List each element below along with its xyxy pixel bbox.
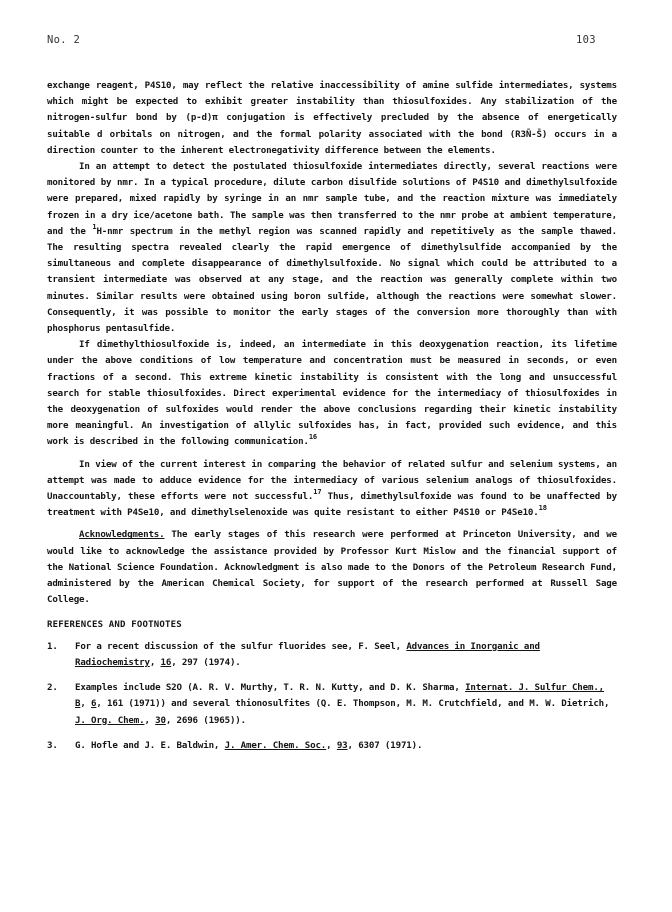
- superscript-1: 1: [92, 222, 97, 231]
- reference-item: [47, 680, 617, 729]
- paragraph-kinetic-text: If dimethylthiosulfoxide is, indeed, an intermediate in this deoxygenation reaction, its lifetime under the above conditions of low temperature and concentration must be measured in seconds, or even fractions of a second. This extreme kinetic instability is consistent with the long and unsuccessful search for stable thiosulfoxides. Direct experimental evidence for the intermediacy of thiosulfoxides in the deoxygenation of sulfoxides would render the above conclusions regarding their kinetic instability more meaningful. An investigation of allylic sulfoxides has, in fact, provided such evidence, and this work is described in the following communication.: [47, 340, 617, 448]
- footnote-ref-16: 16: [308, 433, 317, 442]
- paragraph-kinetic-instability: [47, 337, 617, 450]
- reference-item: [47, 738, 617, 754]
- reference-sep: ,: [149, 657, 161, 668]
- reference-authors: For a recent discussion of the sulfur fluorides see, F. Seel,: [75, 641, 407, 652]
- references-heading: REFERENCES AND FOOTNOTES: [47, 619, 182, 630]
- paragraph-nmr-experiment: [47, 159, 617, 337]
- reference-sep: ,: [326, 740, 337, 751]
- acknowledgments: [47, 527, 617, 608]
- acknowledgments-label: Acknowledgments.: [79, 530, 165, 541]
- paragraph-nmr-text-a: In an attempt to detect the postulated thiosulfoxide intermediates directly, several reactions were monitored by nmr. In a typical procedure, dilute carbon disulfide solutions of P4S10 and dimethylsulfoxide were prepared, mixed rapidly by syringe in an nmr sample tube, and the reaction mixture was immediately frozen in a dry ice/acetone bath. The sample was then transferred to the nmr probe at ambient temperature, and the: [47, 162, 617, 237]
- reference-pages: , 297 (1974).: [171, 657, 241, 668]
- footnote-ref-17: 17: [313, 488, 322, 497]
- reference-pages: , 6307 (1971).: [347, 740, 423, 751]
- page-number: 103: [576, 34, 596, 46]
- article-body: [47, 78, 617, 763]
- reference-volume: 6: [91, 699, 97, 710]
- reference-number: 1.: [47, 641, 58, 652]
- reference-text: [75, 639, 617, 671]
- reference-number: 3.: [47, 740, 58, 751]
- reference-pages-2: , 2696 (1965)).: [165, 715, 246, 726]
- reference-authors: Examples include S2O (A. R. V. Murthy, T. R. N. Kutty, and D. K. Sharma,: [75, 683, 466, 694]
- reference-item: [47, 639, 617, 671]
- reference-volume: 93: [336, 740, 348, 751]
- reference-pages: , 161 (1971)) and several thionosulfites (Q. E. Thompson, M. M. Crutchfield, and M. W. Dietrich,: [96, 699, 610, 710]
- reference-volume-2: 30: [155, 715, 166, 726]
- reference-journal: Internat. J. Sulfur Chem., B: [75, 683, 605, 710]
- paragraph-nmr-text-b: H-nmr spectrum in the methyl region was scanned rapidly and repetitively as the sample thawed. The resulting spectra revealed clearly the rapid emergence of dimethylsulfide accompanied by the simultaneous and complete disappearance of dimethylsulfoxide. No signal which could be attributed to a transient intermediate was observed at any stage, and the reaction was generally complete within two minutes. Similar results were obtained using boron sulfide, although the reactions were somewhat slower. Consequently, it was possible to monitor the early stages of the conversion more thoroughly than with phosphorus pentasulfide.: [47, 226, 617, 335]
- reference-text: [75, 680, 617, 729]
- reference-journal: J. Amer. Chem. Soc.: [224, 740, 327, 751]
- reference-text: [75, 738, 617, 754]
- acknowledgments-text: The early stages of this research were performed at Princeton University, and we would like to acknowledge the assistance provided by Professor Kurt Mislow and the financial support of the National Science Foundation. Acknowledgment is also made to the Donors of the Petroleum Research Fund, administered by the American Chemical Society, for support of the research performed at Russell Sage College.: [47, 530, 617, 606]
- paragraph-selenium-text-a: In view of the current interest in comparing the behavior of related sulfur and selenium systems, an attempt was made to adduce evidence for the intermediacy of various selenium analogs of thiosulfoxides. Unaccountably, these efforts were not successful.: [47, 459, 617, 503]
- reference-authors: G. Hofle and J. E. Baldwin,: [75, 740, 225, 751]
- footnote-ref-18: 18: [538, 504, 547, 513]
- issue-number: No. 2: [47, 34, 81, 46]
- paragraph-selenium: [47, 457, 617, 522]
- reference-journal: Advances in Inorganic and Radiochemistry: [75, 641, 540, 668]
- reference-volume: 16: [160, 657, 172, 668]
- reference-journal-2: J. Org. Chem.: [75, 715, 145, 726]
- paragraph-intro: exchange reagent, P4S10, may reflect the relative inaccessibility of amine sulfide intermediates, systems which might be expected to exhibit greater instability than thiosulfoxides. Any stabilization of the nitrogen-sulfur bond by (p-d)π conjugation is effectively precluded by the absence of energetically suitable d orbitals on nitrogen, and the formal polarity associated with the bond (R3N̄-S̄) occurs in a direction counter to the inherent electronegativity difference between the elements.: [47, 81, 617, 156]
- reference-sep-2: ,: [144, 715, 156, 726]
- reference-sep: ,: [80, 699, 92, 710]
- paragraph-selenium-text-b: Thus, dimethylsulfoxide was found to be unaffected by treatment with P4Se10, and dimethylselenoxide was quite resistant to either P4S10 or P4Se10.: [47, 492, 617, 519]
- reference-number: 2.: [47, 683, 58, 694]
